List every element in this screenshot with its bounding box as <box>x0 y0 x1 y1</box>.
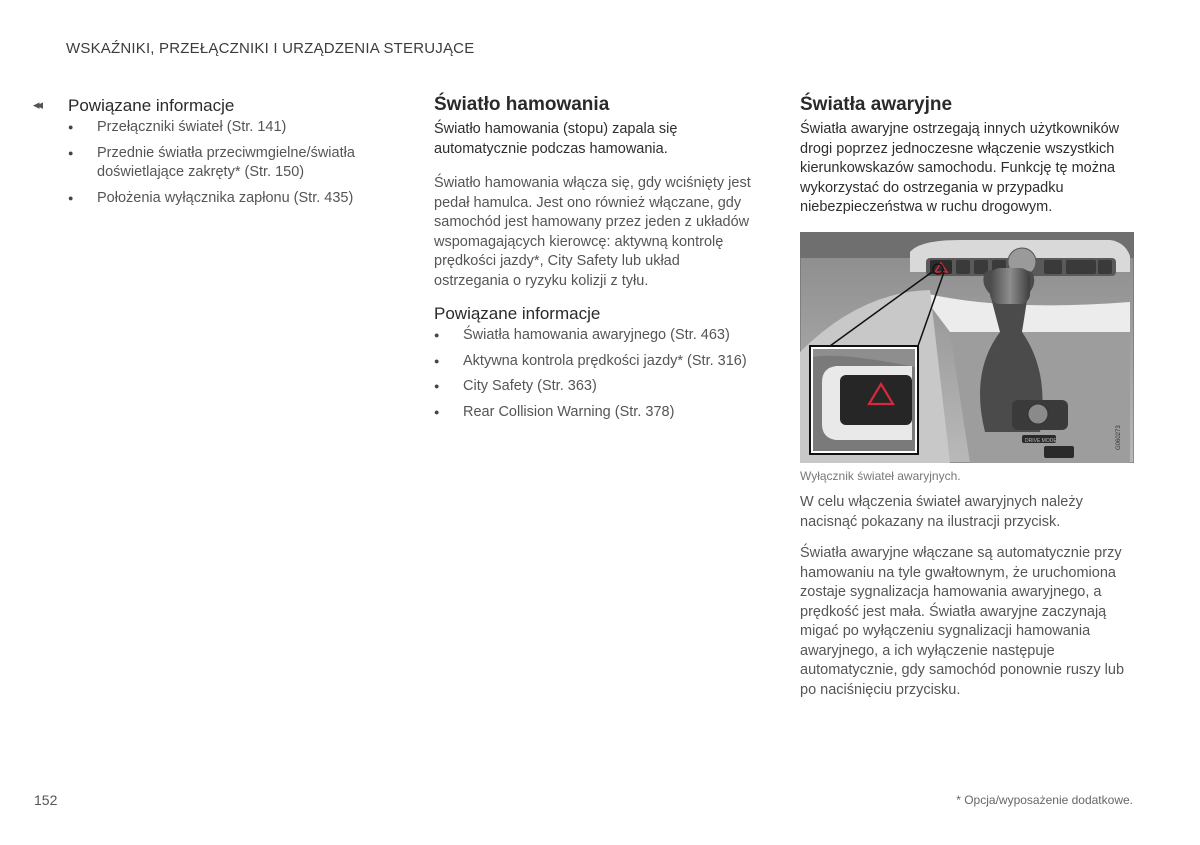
related-info-list <box>68 118 388 208</box>
column-2 <box>434 94 760 428</box>
related-link[interactable]: ● Położenia wyłącznika zapłonu (Str. 435) <box>68 189 388 209</box>
brake-light-body: Światło hamowania włącza się, gdy wciśnięty jest pedał hamulca. Jest ono również włączane, gdy samochód jest hamowany przez jeden z układów wspomagających kierowcę: aktywną kontrolę prędkości jazdy*, City Safety lub układ ostrzegania o ryzyku kolizji z tyłu. <box>434 175 751 289</box>
back-arrows-icon[interactable]: ◂◂ <box>33 97 41 112</box>
related-info-list <box>434 326 760 422</box>
footnote: * Opcja/wyposażenie dodatkowe. <box>956 793 1133 807</box>
page-number: 152 <box>34 792 58 808</box>
related-link[interactable]: ● City Safety (Str. 363) <box>434 377 760 397</box>
hazard-lights-lead: Światła awaryjne ostrzegają innych użytkowników drogi poprzez jednoczesne włączenie wszystkich kierunkowskazów samochodu. Funkcję tę można wykorzystać do ostrzegania w przypadku niebezpieczeństwa w ruchu drogowym. <box>800 121 1120 215</box>
related-link[interactable]: ● Przednie światła przeciwmgielne/światła doświetlające zakręty* (Str. 150) <box>68 144 367 183</box>
related-link[interactable]: ● Światła hamowania awaryjnego (Str. 463) <box>434 326 760 346</box>
related-link[interactable]: ● Rear Collision Warning (Str. 378) <box>434 403 760 423</box>
column-1 <box>68 96 388 214</box>
section-title-brake-light: Światło hamowania <box>434 94 610 115</box>
image-code: G060273 <box>1116 425 1122 450</box>
hazard-para-1: W celu włączenia świateł awaryjnych należy nacisnąć pokazany na ilustracji przycisk. <box>800 494 1083 530</box>
hazard-switch-illustration <box>800 232 1134 463</box>
hazard-para-2: Światła awaryjne włączane są automatycznie przy hamowaniu na tyle gwałtownym, że uruchomiona zostaje sygnalizacja hamowania awaryjnego, a prędkość jest mała. Światła awaryjne zaczynają migać po wyłączeniu sygnalizacji hamowania awaryjnego, a ich wyłączenie następuje automatycznie, gdy samochód ponownie ruszy lub po naciśnięciu przycisku. <box>800 545 1125 698</box>
related-info-heading: Powiązane informacje <box>434 304 601 323</box>
image-caption: Wyłącznik świateł awaryjnych. <box>800 469 961 483</box>
column-3 <box>800 94 1134 218</box>
console-image <box>800 232 1134 463</box>
drive-mode-label: DRIVE MODE <box>1025 438 1057 444</box>
chapter-header: WSKAŹNIKI, PRZEŁĄCZNIKI I URZĄDZENIA STERUJĄCE <box>66 40 475 57</box>
related-link[interactable]: ● Aktywna kontrola prędkości jazdy* (Str. 316) <box>434 352 760 372</box>
related-link[interactable]: ● Przełączniki świateł (Str. 141) <box>68 118 388 138</box>
section-title-hazard-lights: Światła awaryjne <box>800 94 953 115</box>
related-info-heading: Powiązane informacje <box>68 96 235 115</box>
brake-light-lead: Światło hamowania (stopu) zapala się automatycznie podczas hamowania. <box>434 121 678 157</box>
column-3-body <box>800 493 1134 700</box>
